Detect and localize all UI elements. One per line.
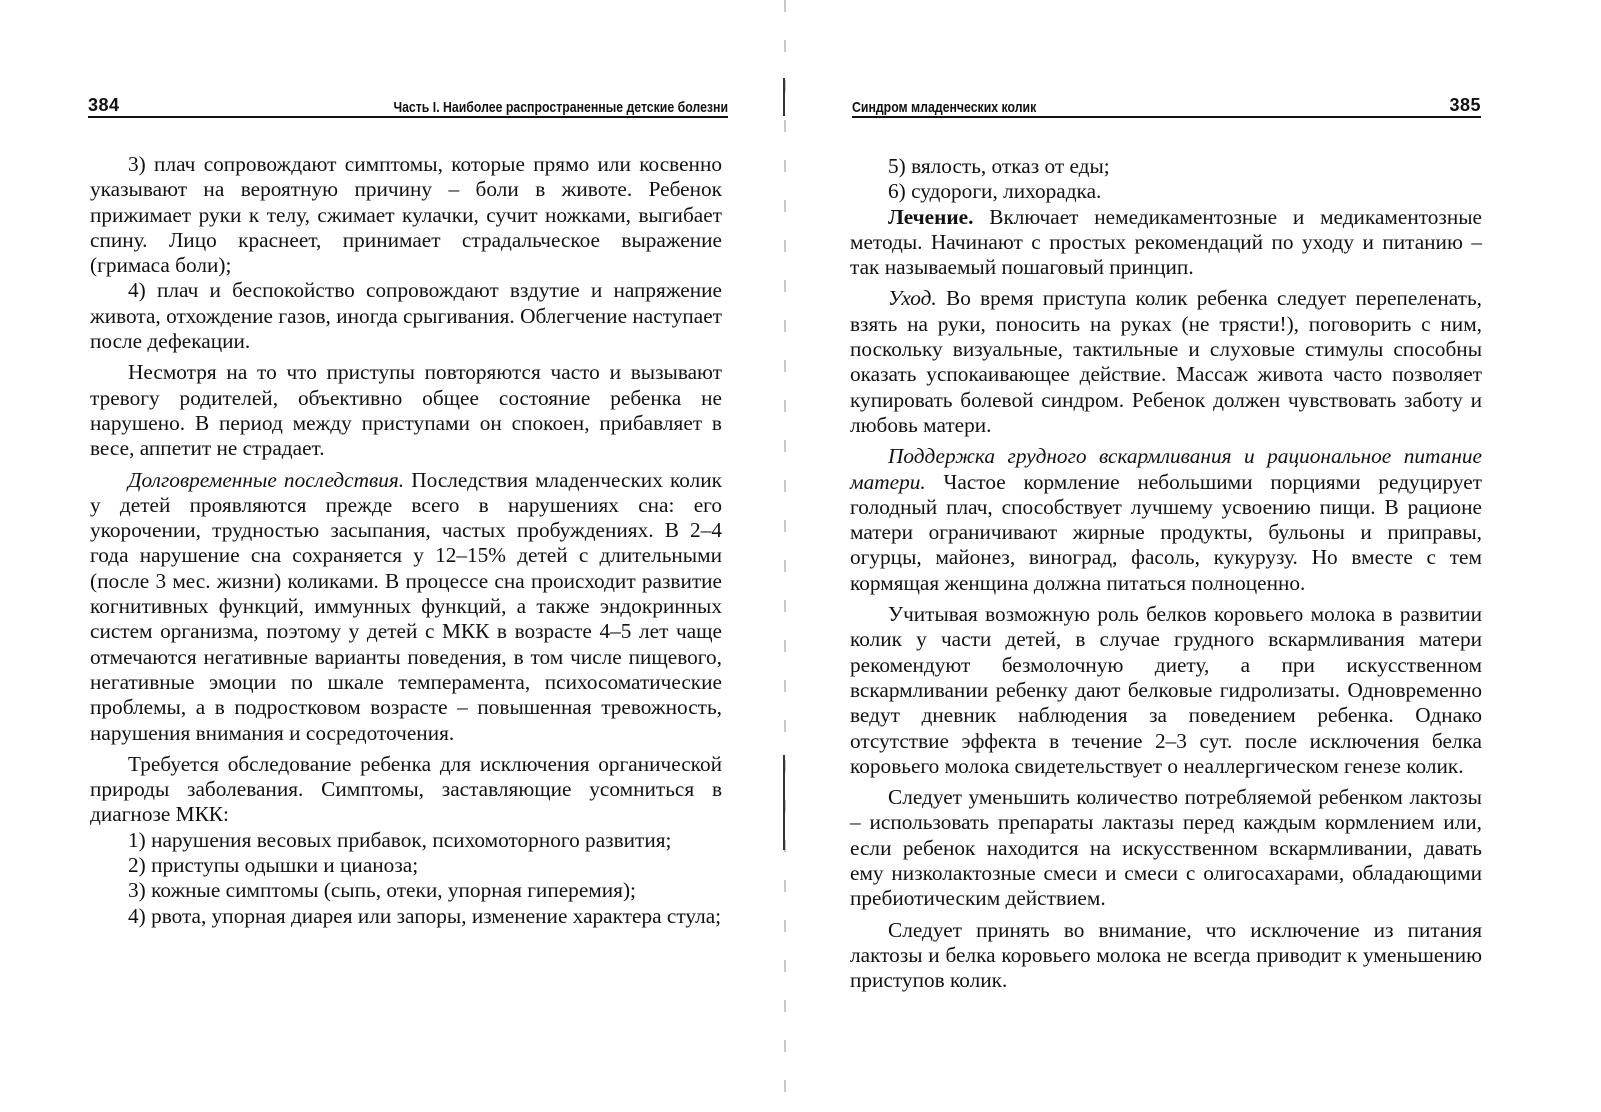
- left-page-header: [88, 90, 728, 118]
- paragraph: Следует уменьшить количество потребляемой ребенком лактозы – использовать препараты лактазы перед каждым кормлением или, если ребенок находится на искусственном вскармливании, давать ему низколактозные смеси и смеси с олигосахарами, обладающими пребиотическим действием.: [850, 785, 1482, 911]
- paragraph-text: Во время приступа колик ребенка следует перепеленать, взять на руки, поносить на руках (не трясти!), поговорить с ним, поскольку визуальные, тактильные и слуховые стимулы способны оказать успокаивающее действие. Массаж живота часто позволяет купировать болевой синдром. Ребенок должен чувствовать заботу и любовь матери.: [850, 286, 1482, 437]
- page-number: 385: [1449, 95, 1481, 115]
- right-page: [790, 0, 1601, 1112]
- paragraph: 3) плач сопровождают симптомы, которые прямо или косвенно указывают на вероятную причину – боли в животе. Ребенок прижимает руки к телу, сжимает кулачки, сучит ножками, выгибает спину. Лицо краснеет, принимает страдальческое выражение (гримаса боли);: [90, 152, 722, 278]
- list-item: 1) нарушения весовых прибавок, психомоторного развития;: [128, 827, 672, 852]
- paragraph: Несмотря на то что приступы повторяются часто и вызывают тревогу родителей, объективно общее состояние ребенка не нарушено. В период между приступами он спокоен, прибавляет в весе, аппетит не страдает.: [90, 360, 722, 461]
- paragraph-feeding: [850, 444, 1482, 596]
- paragraph-lead: Поддержка грудного вскармливания и рациональное питание матери.: [850, 444, 1482, 494]
- paragraph-lead: Уход.: [888, 286, 937, 311]
- list-item: 6) судороги, лихорадка.: [888, 179, 1102, 204]
- paragraph: Учитывая возможную роль белков коровьего молока в развитии колик у части детей, в случае грудного вскармливания матери рекомендуют безмолочную диету, а при искусственном вскармливании ребенку дают белковые гидролизаты. Одновременно ведут дневник наблюдения за поведением ребенка. Однако отсутствие эффекта в течение 2–3 сут. после исключения белка коровьего молока свидетельствует о неаллергическом генезе колик.: [850, 602, 1482, 778]
- right-page-header: [852, 90, 1481, 118]
- left-page: [0, 0, 790, 1112]
- page-number: 384: [88, 95, 120, 115]
- paragraph-lead: Лечение.: [888, 204, 974, 229]
- running-head: Синдром младенческих колик: [852, 99, 1037, 116]
- paragraph-text: Последствия младенческих колик у детей проявляются прежде всего в нарушениях сна: его укорочении, трудностью засыпания, частых пробуждениях. В 2–4 года нарушение сна сохраняется у 12–15% детей с длительными (после 3 мес. жизни) коликами. В процессе сна происходит развитие когнитивных функций, иммунных функций, а также эндокринных систем организма, поэтому у детей с МКК в возрасте 4–5 лет чаще отмечаются негативные варианты поведения, в том числе пищевого, негативные эмоции по шкале темперамента, психосоматические проблемы, а в подростковом возрасте – повышенная тревожность, нарушения внимания и сосредоточения.: [90, 467, 723, 745]
- paragraph-text: Включает немедикаментозные и медикаментозные методы. Начинают с простых рекомендаций по уходу и питанию – так называемый пошаговый принцип.: [850, 204, 1482, 280]
- list-item: 4) рвота, упорная диарея или запоры, изменение характера стула;: [128, 903, 722, 928]
- paragraph: Требуется обследование ребенка для исключения органической природы заболевания. Симптомы, заставляющие усомниться в диагнозе МКК:: [90, 751, 722, 827]
- list-item: 5) вялость, отказ от еды;: [888, 154, 1110, 178]
- paragraph: Следует принять во внимание, что исключение из питания лактозы и белка коровьего молока не всегда приводит к уменьшению приступов колик.: [850, 917, 1482, 993]
- paragraph-lead: Долговременные последствия.: [128, 467, 405, 492]
- paragraph-long-term: [90, 468, 722, 746]
- paragraph-treatment: [850, 205, 1482, 281]
- paragraph-text: Частое кормление небольшими порциями редуцирует голодный плач, способствует лучшему усвоению пищи. В рационе матери ограничивают жирные продукты, бульоны и приправы, огурцы, майонез, виноград, фасоль, кукурузу. Но вместе с тем кормящая женщина должна питаться полноценно.: [850, 469, 1482, 595]
- list-item: 2) приступы одышки и цианоза;: [128, 853, 419, 878]
- list-item: 3) кожные симптомы (сыпь, отеки, упорная гиперемия);: [128, 878, 636, 903]
- paragraph: 4) плач и беспокойство сопровождают вздутие и напряжение живота, отхождение газов, иногда срыгивания. Облегчение наступает после дефекации.: [90, 278, 722, 354]
- left-page-text: [90, 152, 722, 929]
- running-head: Часть I. Наиболее распространенные детские болезни: [393, 99, 728, 116]
- right-page-text: [850, 154, 1482, 994]
- paragraph-care: [850, 286, 1482, 438]
